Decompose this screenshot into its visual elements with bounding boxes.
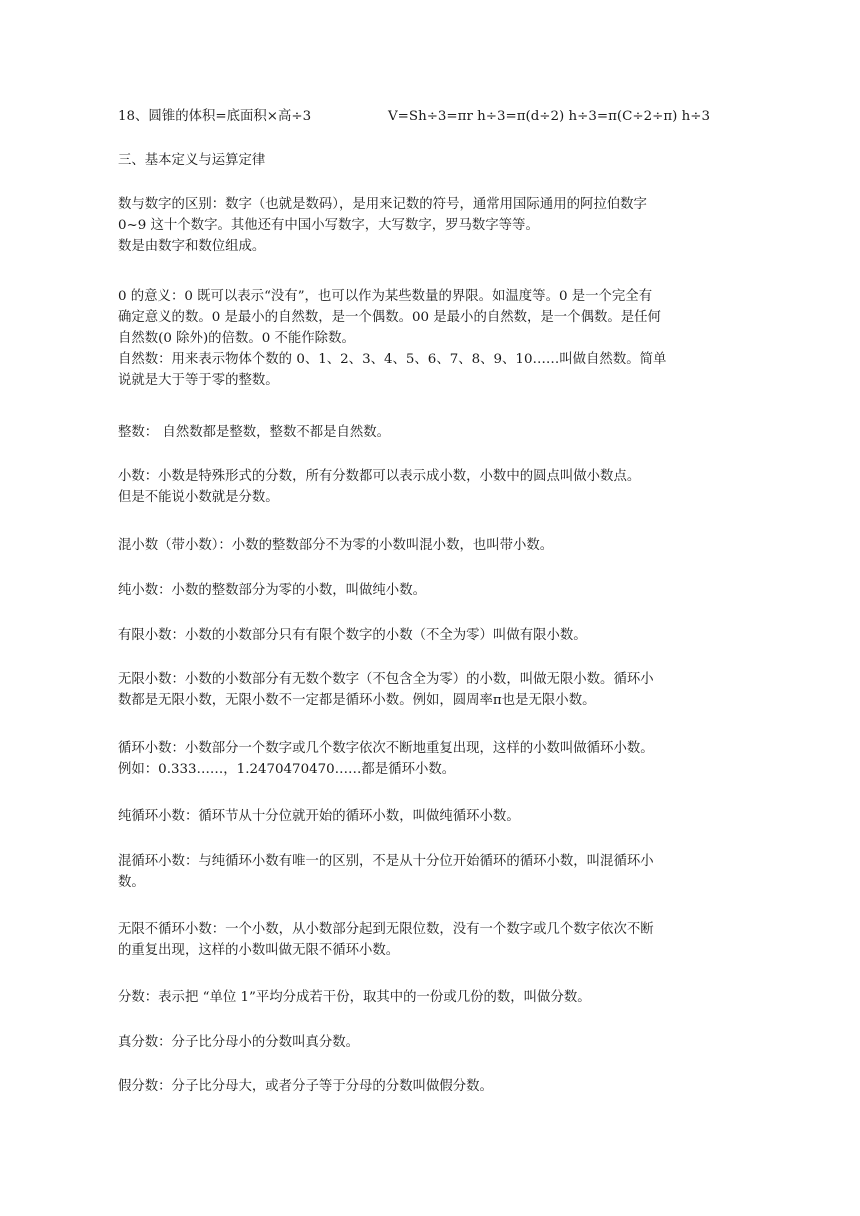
paragraph-line: 数与数字的区别：数字（也就是数码），是用来记数的符号，通常用国际通用的阿拉伯数字 bbox=[118, 197, 647, 212]
paragraph-line: 例如：0.333……，1.2470470470……都是循环小数。 bbox=[118, 762, 456, 777]
paragraph-line: 0 的意义：0 既可以表示“没有”，也可以作为某些数量的界限。如温度等。0 是一个完全有 bbox=[118, 289, 653, 304]
paragraph-pure-decimal bbox=[118, 580, 732, 601]
paragraph-line: 分数：表示把 “单位 1”平均分成若干份，取其中的一份或几份的数，叫做分数。 bbox=[118, 990, 591, 1005]
paragraph-line: 整数： 自然数都是整数，整数不都是自然数。 bbox=[118, 425, 391, 440]
section-title: 三、基本定义与运算定律 bbox=[118, 153, 266, 168]
paragraph-improper-fraction bbox=[118, 1076, 732, 1097]
paragraph-zero bbox=[118, 286, 732, 391]
paragraph-proper-fraction bbox=[118, 1032, 732, 1053]
paragraph-line: 真分数：分子比分母小的分数叫真分数。 bbox=[118, 1035, 360, 1050]
paragraph-line: 混小数（带小数）：小数的整数部分不为零的小数叫混小数，也叫带小数。 bbox=[118, 538, 554, 553]
paragraph-line: 假分数：分子比分母大，或者分子等于分母的分数叫做假分数。 bbox=[118, 1079, 493, 1094]
paragraph-pure-recurring bbox=[118, 806, 732, 827]
paragraph-line: 纯小数：小数的整数部分为零的小数，叫做纯小数。 bbox=[118, 583, 426, 598]
paragraph-infinite-decimal bbox=[118, 669, 732, 711]
formula-18-line bbox=[118, 106, 732, 127]
paragraph-line: 数都是无限小数，无限小数不一定都是循环小数。例如，圆周率π也是无限小数。 bbox=[118, 693, 596, 708]
paragraph-fraction bbox=[118, 987, 732, 1008]
paragraph-line: 数是由数字和数位组成。 bbox=[118, 239, 266, 254]
paragraph-mixed-recurring bbox=[118, 851, 732, 893]
formula-18-expression: V=Sh÷3=πr h÷3=π(d÷2) h÷3=π(C÷2÷π) h÷3 bbox=[388, 109, 710, 124]
paragraph-decimals bbox=[118, 466, 732, 508]
paragraph-digits bbox=[118, 194, 732, 257]
paragraph-line: 0~9 这十个数字。其他还有中国小写数字，大写数字，罗马数字等等。 bbox=[118, 218, 539, 233]
paragraph-line: 无限小数：小数的小数部分有无数个数字（不包含全为零）的小数，叫做无限小数。循环小 bbox=[118, 672, 654, 687]
paragraph-line: 但是不能说小数就是分数。 bbox=[118, 490, 279, 505]
paragraph-line: 自然数(0 除外)的倍数。0 不能作除数。 bbox=[118, 331, 355, 346]
paragraph-line: 确定意义的数。0 是最小的自然数，是一个偶数。00 是最小的自然数，是一个偶数。是任何 bbox=[118, 310, 661, 325]
paragraph-line: 说就是大于等于零的整数。 bbox=[118, 373, 279, 388]
paragraph-finite-decimal bbox=[118, 625, 732, 646]
paragraph-line: 混循环小数：与纯循环小数有唯一的区别，不是从十分位开始循环的循环小数，叫混循环小 bbox=[118, 854, 654, 869]
paragraph-line: 有限小数：小数的小数部分只有有限个数字的小数（不全为零）叫做有限小数。 bbox=[118, 628, 587, 643]
paragraph-line: 数。 bbox=[118, 875, 145, 890]
paragraph-recurring-decimal bbox=[118, 738, 732, 780]
formula-18-label: 18、圆锥的体积=底面积×高÷3 bbox=[118, 109, 312, 124]
paragraph-irrational bbox=[118, 919, 732, 961]
paragraph-line: 循环小数：小数部分一个数字或几个数字依次不断地重复出现，这样的小数叫做循环小数。 bbox=[118, 741, 654, 756]
paragraph-line: 小数：小数是特殊形式的分数，所有分数都可以表示成小数，小数中的圆点叫做小数点。 bbox=[118, 469, 641, 484]
paragraph-line: 自然数：用来表示物体个数的 0、1、2、3、4、5、6、7、8、9、10……叫做自然数。简单 bbox=[118, 352, 667, 367]
paragraph-line: 无限不循环小数：一个小数，从小数部分起到无限位数，没有一个数字或几个数字依次不断 bbox=[118, 922, 654, 937]
paragraph-line: 的重复出现，这样的小数叫做无限不循环小数。 bbox=[118, 943, 400, 958]
paragraph-mixed-decimal bbox=[118, 535, 732, 556]
paragraph-integers bbox=[118, 422, 732, 443]
paragraph-line: 纯循环小数：循环节从十分位就开始的循环小数，叫做纯循环小数。 bbox=[118, 809, 520, 824]
